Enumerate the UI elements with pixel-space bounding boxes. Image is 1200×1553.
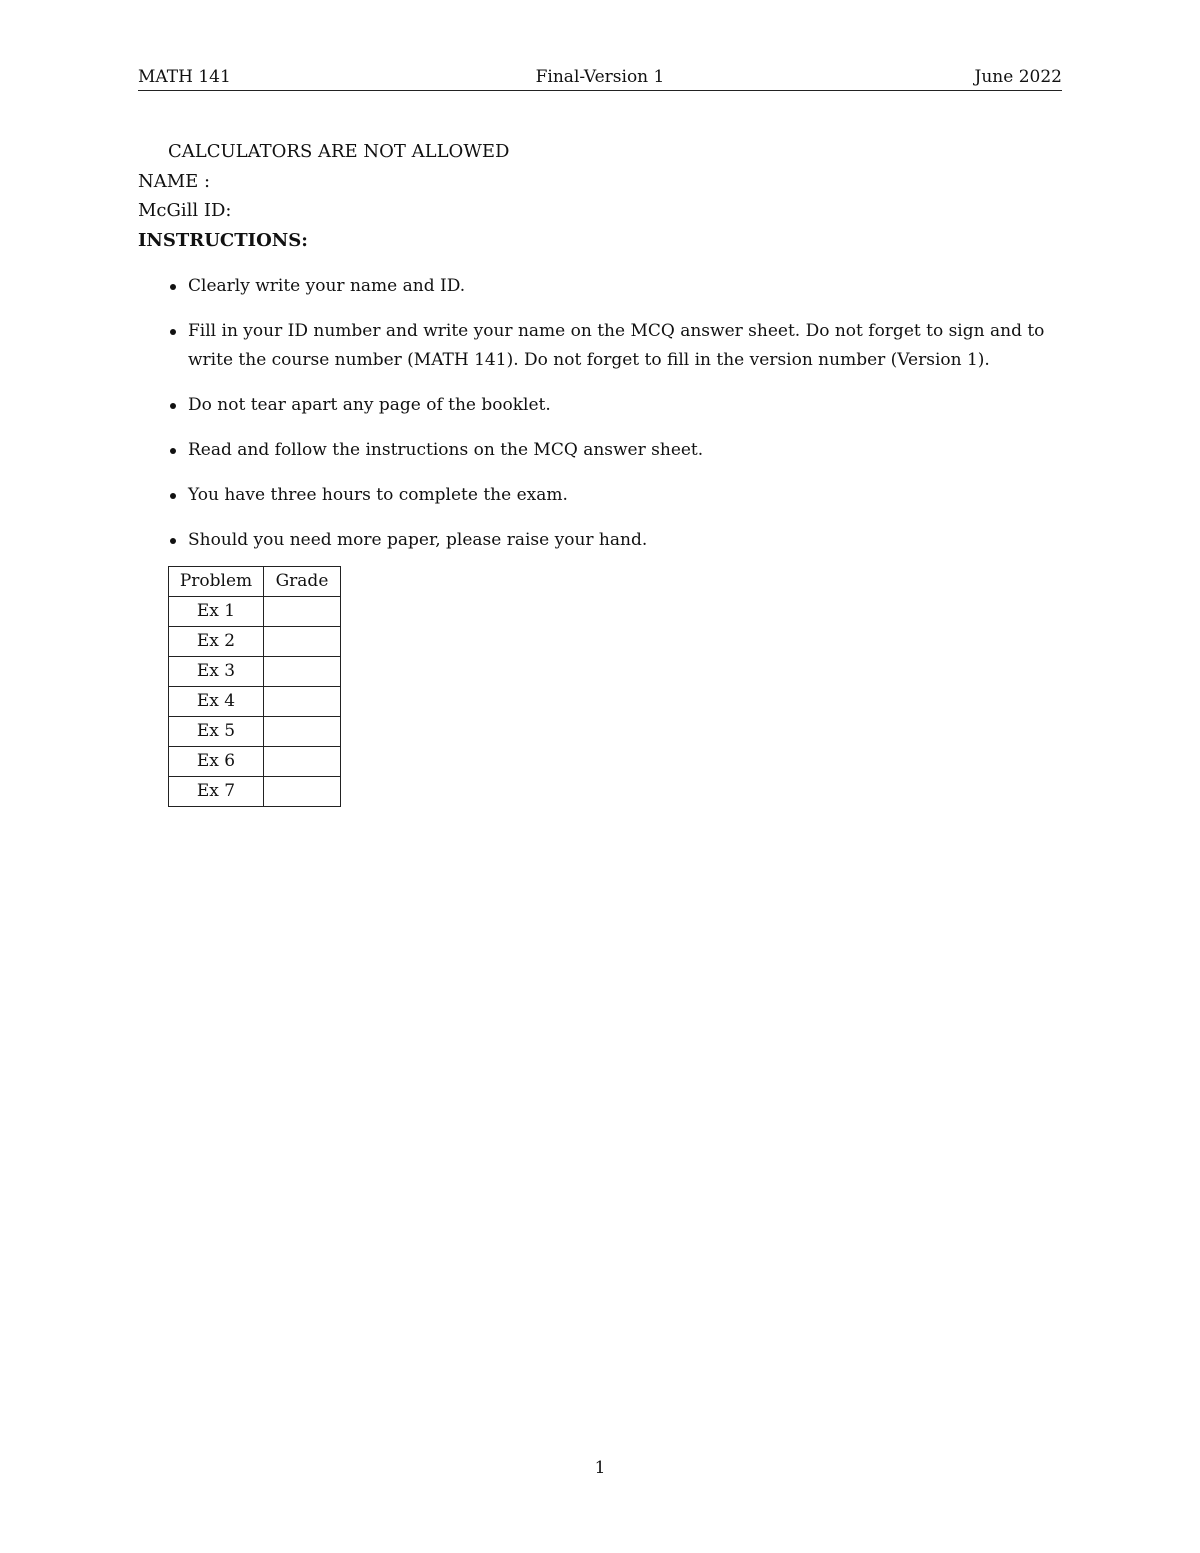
instruction-text: Should you need more paper, please raise your hand. (188, 530, 648, 550)
bullet-icon (170, 329, 176, 335)
table-row (169, 627, 341, 657)
grade-column-header: Grade (264, 567, 341, 597)
instructions-list (168, 272, 1063, 571)
instruction-text: You have three hours to complete the exam. (188, 485, 568, 505)
name-field-label: NAME : (138, 171, 211, 192)
problem-cell: Ex 7 (169, 777, 264, 807)
exam-date: June 2022 (974, 67, 1062, 87)
instruction-text: Clearly write your name and ID. (188, 276, 466, 296)
problem-cell: Ex 2 (169, 627, 264, 657)
table-row (169, 597, 341, 627)
grade-cell (264, 657, 341, 687)
instruction-item (168, 317, 1063, 375)
problem-cell: Ex 6 (169, 747, 264, 777)
instruction-text: Read and follow the instructions on the MCQ answer sheet. (188, 440, 704, 460)
grade-cell (264, 717, 341, 747)
grade-cell (264, 597, 341, 627)
bullet-icon (170, 448, 176, 454)
problem-cell: Ex 3 (169, 657, 264, 687)
problem-column-header: Problem (169, 567, 264, 597)
course-code: MATH 141 (138, 67, 231, 87)
exam-version: Final-Version 1 (535, 67, 665, 87)
grade-cell (264, 627, 341, 657)
problem-cell: Ex 5 (169, 717, 264, 747)
table-row (169, 747, 341, 777)
instruction-item (168, 272, 1063, 301)
page-header (138, 66, 1062, 91)
calculator-notice: CALCULATORS ARE NOT ALLOWED (168, 141, 510, 162)
instruction-text: Fill in your ID number and write your name on the MCQ answer sheet. Do not forget to sign and to write the course number (MATH 141). Do not forget to fill in the version number (Version 1). (188, 321, 1045, 370)
grade-cell (264, 747, 341, 777)
problem-cell: Ex 4 (169, 687, 264, 717)
bullet-icon (170, 538, 176, 544)
table-row (169, 657, 341, 687)
instructions-heading: INSTRUCTIONS: (138, 230, 308, 251)
instruction-item (168, 391, 1063, 420)
grade-cell (264, 777, 341, 807)
mcgill-id-field-label: McGill ID: (138, 200, 232, 221)
bullet-icon (170, 493, 176, 499)
page-number: 1 (594, 1458, 606, 1478)
grade-table-header-row (169, 567, 341, 597)
grade-cell (264, 687, 341, 717)
instruction-item (168, 481, 1063, 510)
instruction-item (168, 436, 1063, 465)
table-row (169, 777, 341, 807)
table-row (169, 717, 341, 747)
bullet-icon (170, 403, 176, 409)
problem-cell: Ex 1 (169, 597, 264, 627)
grade-table (168, 566, 341, 807)
bullet-icon (170, 284, 176, 290)
table-row (169, 687, 341, 717)
instruction-item (168, 526, 1063, 555)
instruction-text: Do not tear apart any page of the booklet. (188, 395, 551, 415)
